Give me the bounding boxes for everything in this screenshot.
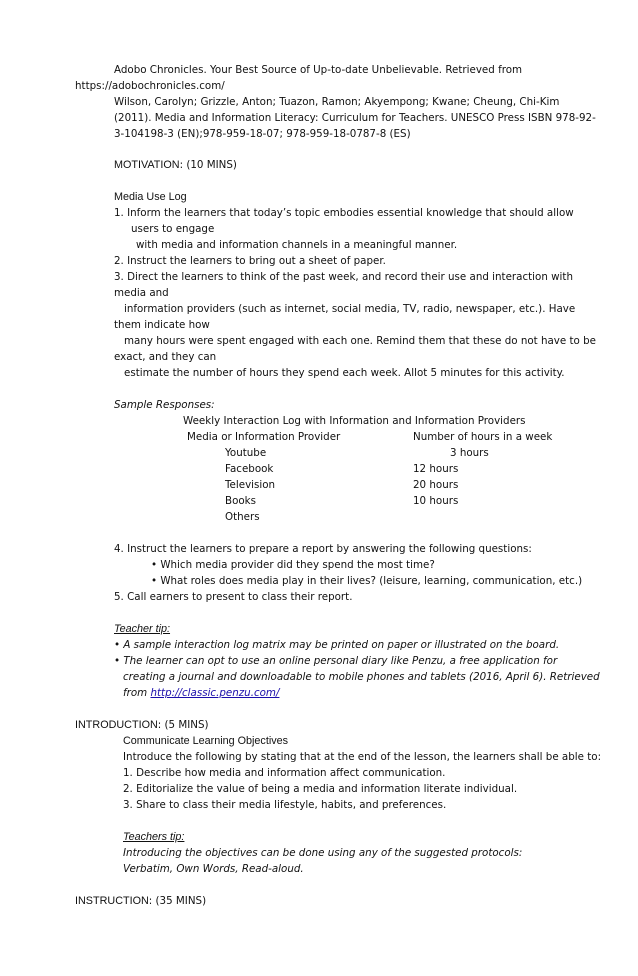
log-table-col-hours: Number of hours in a week	[413, 431, 553, 443]
log-row-provider: Books	[225, 495, 256, 507]
penzu-link[interactable]: http://classic.penzu.com/	[150, 687, 280, 699]
log-row-provider: Facebook	[225, 463, 274, 475]
log-row-hours: 3 hours	[450, 447, 489, 459]
instruction-heading: INSTRUCTION	[75, 895, 149, 907]
sample-responses-label: Sample Responses:	[114, 399, 215, 411]
log-row-hours: 12 hours	[413, 463, 459, 475]
teacher-tip-line4	[123, 686, 279, 700]
log-row-provider: Youtube	[225, 447, 267, 459]
question-1: • Which media provider did they spend the most time?	[151, 559, 435, 571]
objective-3: 3. Share to class their media lifestyle, habits, and preferences.	[123, 799, 447, 811]
introduction-heading-line	[75, 718, 209, 732]
step-3-line2: media and	[114, 287, 169, 299]
teacher-tip-line1: • A sample interaction log matrix may be printed on paper or illustrated on the board.	[114, 639, 560, 651]
log-row-provider: Others	[225, 511, 260, 523]
ref-adobo-line2: https://adobochronicles.com/	[75, 80, 225, 92]
teacher-tip-heading: Teacher tip:	[114, 623, 171, 635]
teacher-tip-line2: • The learner can opt to use an online personal diary like Penzu, a free application for	[114, 655, 558, 667]
learning-objectives-heading: Communicate Learning Objectives	[123, 735, 289, 747]
motivation-time: : (10 MINS)	[179, 159, 237, 171]
step-3-line6: exact, and they can	[114, 351, 217, 363]
media-use-log-heading: Media Use Log	[114, 191, 187, 203]
step-1-line2: users to engage	[131, 223, 215, 235]
instruction-time: : (35 MINS)	[148, 895, 207, 907]
teachers-tip-heading: Teachers tip:	[123, 831, 185, 843]
question-2: • What roles does media play in their lives? (leisure, learning, communication, etc.)	[151, 575, 583, 587]
teachers-tip-line2: Verbatim, Own Words, Read-aloud.	[123, 863, 304, 875]
objective-2: 2. Editorialize the value of being a media and information literate individual.	[123, 783, 518, 795]
introduction-heading: INTRODUCTION	[75, 719, 158, 731]
step-1-line3: with media and information channels in a meaningful manner.	[136, 239, 458, 251]
instruction-heading-line	[75, 894, 206, 908]
step-3-line5: many hours were spent engaged with each one. Remind them that these do not have to be	[124, 335, 596, 347]
ref-adobo-line1: Adobo Chronicles. Your Best Source of Up-to-date Unbelievable. Retrieved from	[114, 64, 523, 76]
step-5: 5. Call earners to present to class their report.	[114, 591, 353, 603]
log-table-col-provider: Media or Information Provider	[187, 431, 341, 443]
ref-wilson-line3: 3-104198-3 (EN);978-959-18-07; 978-959-18-0787-8 (ES)	[114, 128, 411, 140]
objectives-intro: Introduce the following by stating that at the end of the lesson, the learners shall be able to:	[123, 751, 602, 763]
step-3-line3: information providers (such as internet, social media, TV, radio, newspaper, etc.). Have	[124, 303, 576, 315]
teachers-tip-line1: Introducing the objectives can be done using any of the suggested protocols:	[123, 847, 523, 859]
log-row-hours: 10 hours	[413, 495, 459, 507]
log-row-hours: 20 hours	[413, 479, 459, 491]
step-3-line7: estimate the number of hours they spend each week. Allot 5 minutes for this activity.	[124, 367, 565, 379]
ref-wilson-line1: Wilson, Carolyn; Grizzle, Anton; Tuazon, Ramon; Akyempong; Kwane; Cheung, Chi-Kim	[114, 96, 560, 108]
step-3-line4: them indicate how	[114, 319, 210, 331]
step-1-line1: 1. Inform the learners that today’s topic embodies essential knowledge that should allow	[114, 207, 574, 219]
motivation-heading: MOTIVATION	[114, 159, 180, 171]
step-4: 4. Instruct the learners to prepare a report by answering the following questions:	[114, 543, 532, 555]
step-3-line1: 3. Direct the learners to think of the past week, and record their use and interaction with	[114, 271, 573, 283]
motivation-heading-line	[114, 158, 237, 172]
teacher-tip-from: from	[123, 687, 151, 699]
step-2: 2. Instruct the learners to bring out a sheet of paper.	[114, 255, 386, 267]
log-table-title: Weekly Interaction Log with Information and Information Providers	[183, 415, 526, 427]
teacher-tip-line3: creating a journal and downloadable to mobile phones and tablets (2016, April 6). Retrieved	[123, 671, 600, 683]
ref-wilson-line2: (2011). Media and Information Literacy: Curriculum for Teachers. UNESCO Press ISBN 978-92-	[114, 112, 596, 124]
introduction-time: : (5 MINS)	[157, 719, 209, 731]
log-row-provider: Television	[225, 479, 276, 491]
objective-1: 1. Describe how media and information affect communication.	[123, 767, 446, 779]
